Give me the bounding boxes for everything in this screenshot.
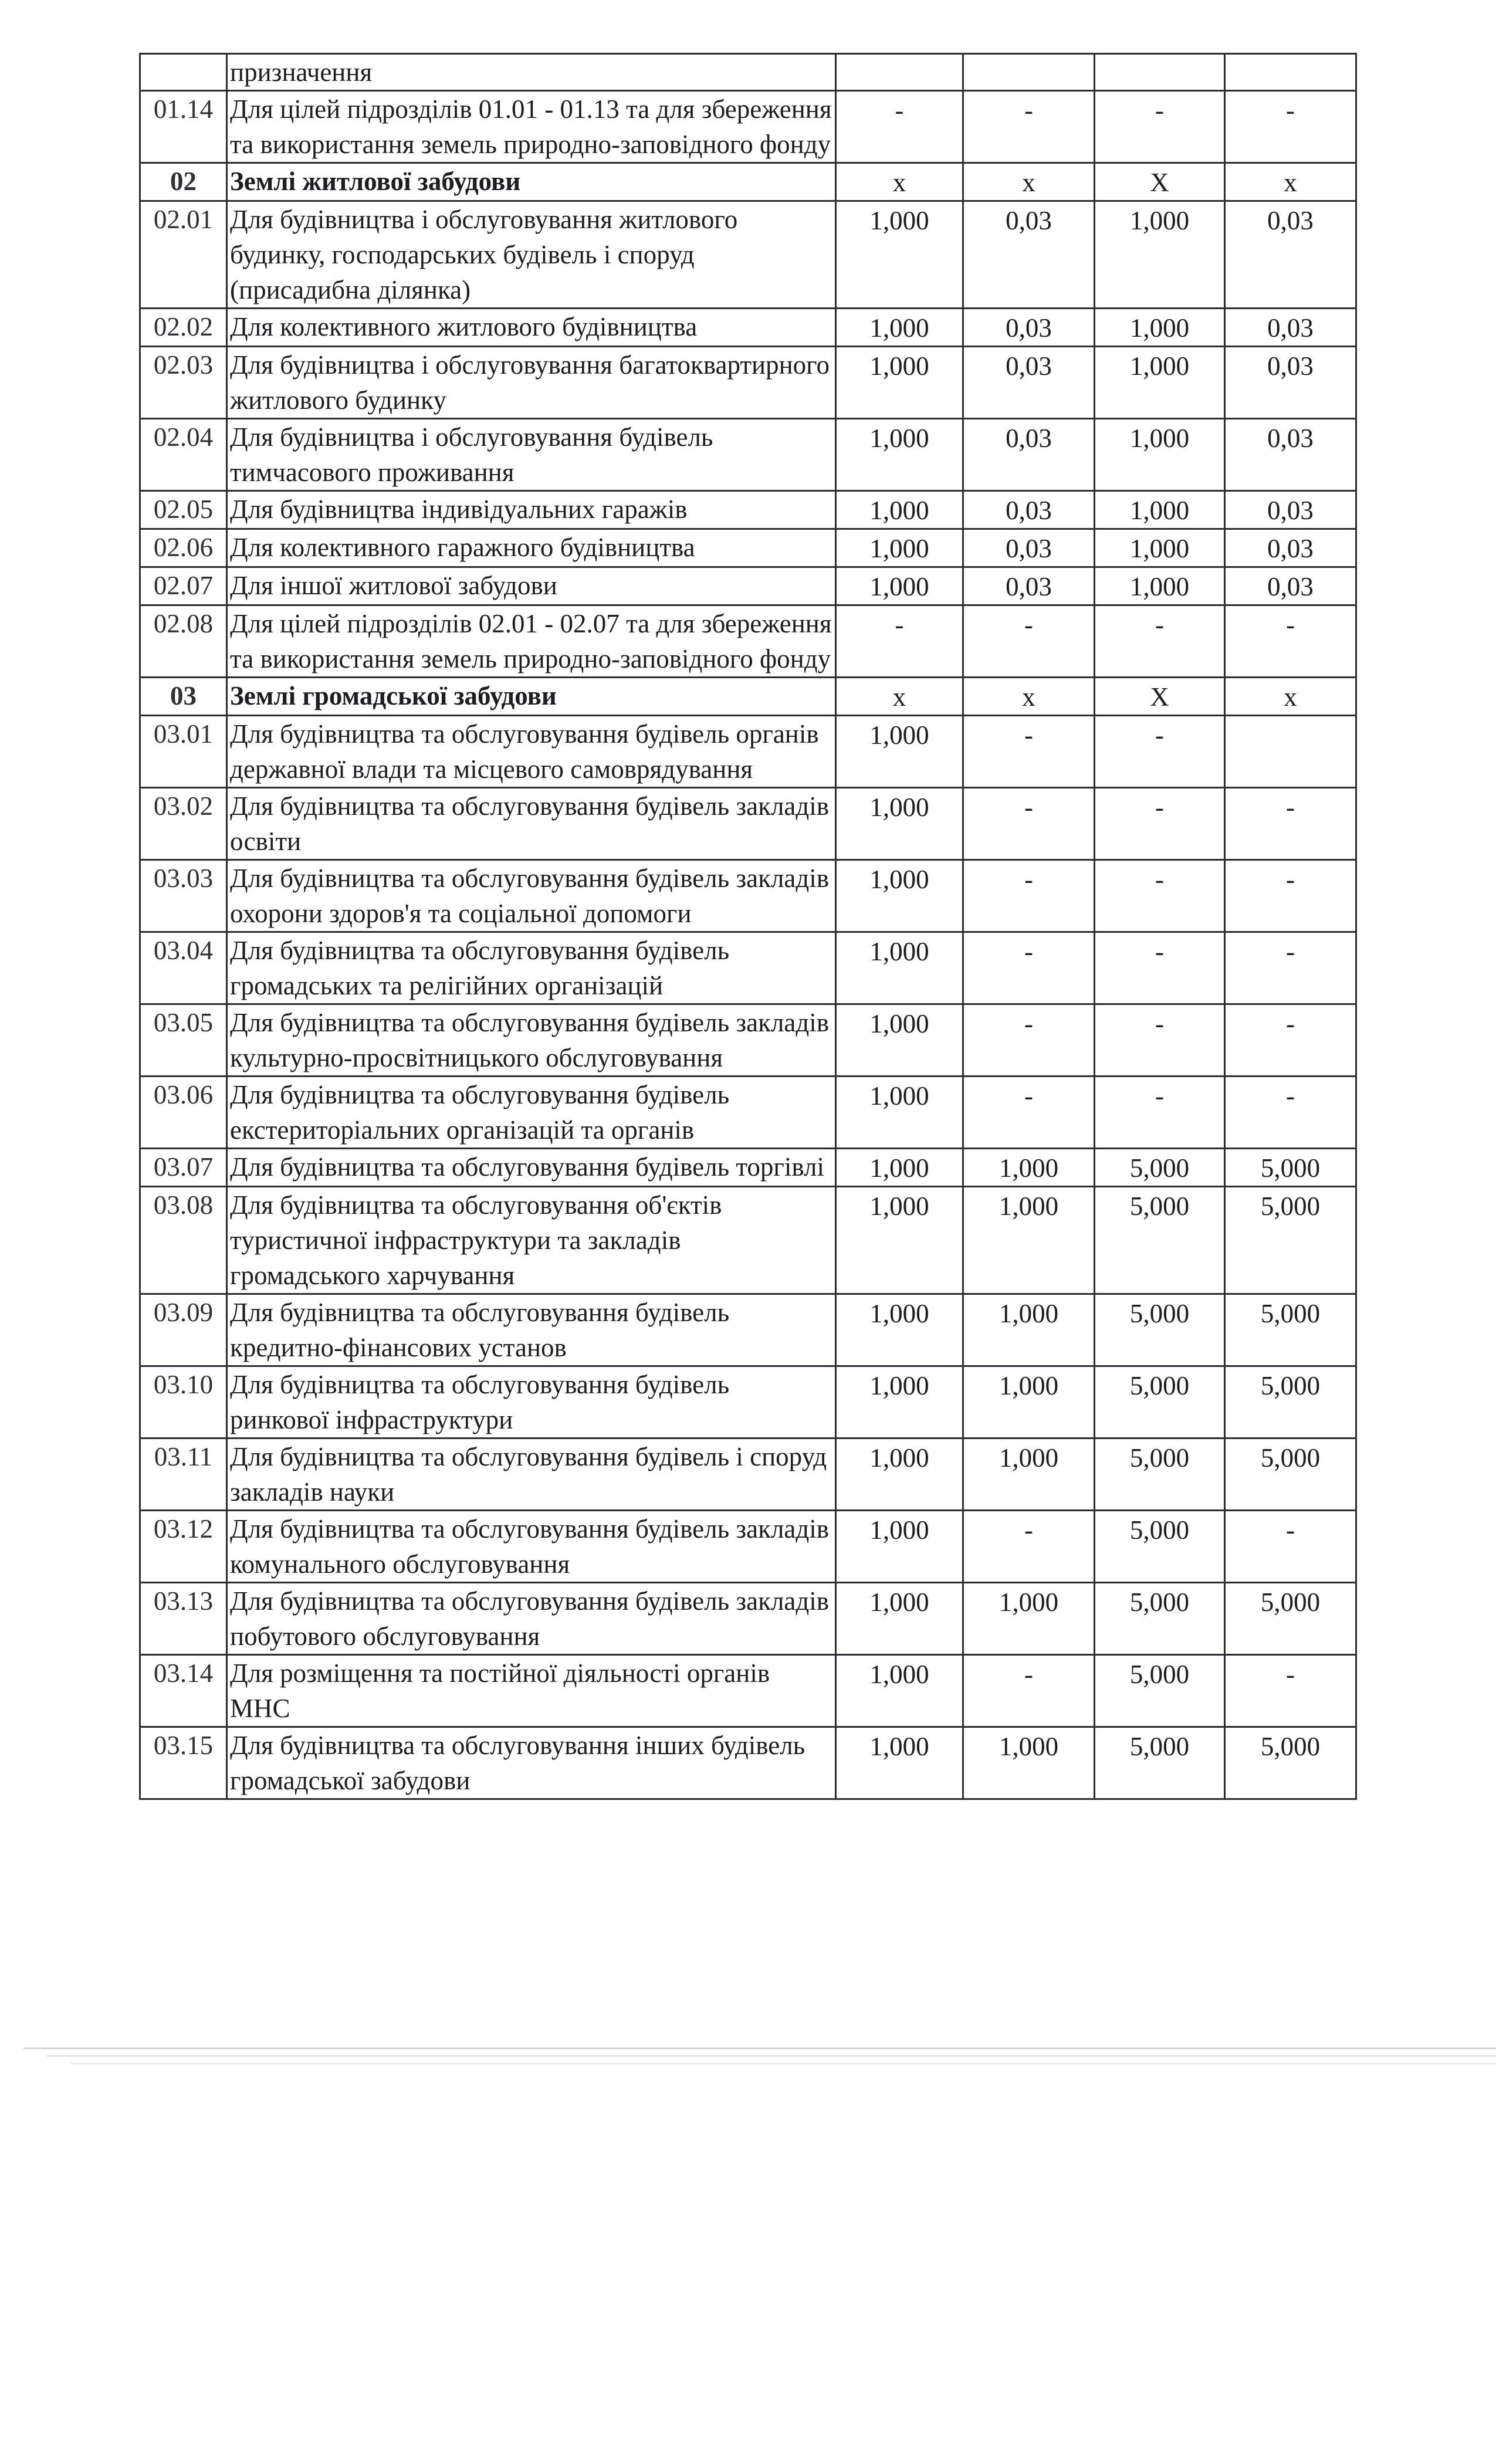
row-purpose: Для колективного гаражного будівництва: [227, 529, 836, 567]
table-row: [140, 788, 1356, 860]
value-col-2: 1,000: [963, 1583, 1095, 1655]
value-col-3: -: [1095, 91, 1225, 163]
value-col-1: 1,000: [836, 309, 963, 347]
row-code: 03.07: [140, 1149, 227, 1187]
row-code: 03.14: [140, 1655, 227, 1727]
row-purpose: Для іншої житлової забудови: [227, 567, 836, 605]
value-col-3: 1,000: [1095, 567, 1225, 605]
table-row: [140, 567, 1356, 605]
value-col-1: 1,000: [836, 1655, 963, 1727]
paper-edge: [47, 2055, 1496, 2057]
value-col-1: 1,000: [836, 1187, 963, 1294]
table-row: [140, 1366, 1356, 1439]
value-col-4: 5,000: [1225, 1294, 1356, 1366]
row-purpose: Для цілей підрозділів 01.01 - 01.13 та для збереження та використання земель природно-заповідного фонду: [227, 91, 836, 163]
value-col-4: 0,03: [1225, 529, 1356, 567]
row-purpose: Для будівництва та обслуговування будівель екстериторіальних організацій та органів: [227, 1077, 836, 1149]
value-col-3: 5,000: [1095, 1583, 1225, 1655]
value-col-3: -: [1095, 1004, 1225, 1077]
value-col-1: 1,000: [836, 491, 963, 529]
row-code: 03: [140, 678, 227, 716]
value-col-4: 0,03: [1225, 567, 1356, 605]
value-col-3: -: [1095, 1077, 1225, 1149]
value-col-1: 1,000: [836, 1366, 963, 1439]
value-col-4: 0,03: [1225, 491, 1356, 529]
value-col-3: -: [1095, 788, 1225, 860]
value-col-3: -: [1095, 605, 1225, 678]
value-col-2: 1,000: [963, 1294, 1095, 1366]
value-col-4: -: [1225, 1655, 1356, 1727]
value-col-3: Х: [1095, 678, 1225, 716]
value-col-3: 1,000: [1095, 309, 1225, 347]
row-purpose: Для будівництва і обслуговування будівель тимчасового проживання: [227, 419, 836, 491]
table-row: [140, 716, 1356, 788]
value-col-3: 5,000: [1095, 1187, 1225, 1294]
value-col-1: -: [836, 91, 963, 163]
value-col-1: 1,000: [836, 860, 963, 932]
value-col-1: 1,000: [836, 1727, 963, 1799]
table-row: [140, 491, 1356, 529]
row-purpose: Для будівництва та обслуговування будівель закладів освіти: [227, 788, 836, 860]
value-col-2: х: [963, 163, 1095, 201]
table-body: [140, 54, 1356, 1799]
row-code: 01.14: [140, 91, 227, 163]
value-col-4: -: [1225, 605, 1356, 678]
row-purpose: Для будівництва та обслуговування будівель закладів комунального обслуговування: [227, 1511, 836, 1583]
table-row: [140, 1004, 1356, 1077]
value-col-2: 0,03: [963, 491, 1095, 529]
value-col-2: 0,03: [963, 201, 1095, 309]
value-col-1: х: [836, 163, 963, 201]
row-purpose: Для будівництва та обслуговування будівель ринкової інфраструктури: [227, 1366, 836, 1439]
row-code: 02.07: [140, 567, 227, 605]
value-col-1: 1,000: [836, 1439, 963, 1511]
value-col-3: 1,000: [1095, 347, 1225, 419]
table-row: [140, 1583, 1356, 1655]
row-code: 03.13: [140, 1583, 227, 1655]
value-col-2: -: [963, 1511, 1095, 1583]
table-row: [140, 1187, 1356, 1294]
value-col-3: 1,000: [1095, 491, 1225, 529]
row-code: 03.02: [140, 788, 227, 860]
value-col-3: -: [1095, 860, 1225, 932]
value-col-1: -: [836, 605, 963, 678]
row-code: 02.08: [140, 605, 227, 678]
value-col-4: 0,03: [1225, 201, 1356, 309]
value-col-1: 1,000: [836, 1511, 963, 1583]
row-code: 02.02: [140, 309, 227, 347]
value-col-3: [1095, 54, 1225, 91]
value-col-2: 1,000: [963, 1727, 1095, 1799]
row-purpose: Землі житлової забудови: [227, 163, 836, 201]
value-col-1: 1,000: [836, 529, 963, 567]
value-col-1: 1,000: [836, 716, 963, 788]
value-col-1: 1,000: [836, 788, 963, 860]
table-row: [140, 860, 1356, 932]
value-col-2: 0,03: [963, 309, 1095, 347]
table-row: [140, 419, 1356, 491]
row-code: 03.09: [140, 1294, 227, 1366]
value-col-2: -: [963, 1004, 1095, 1077]
row-purpose: Для будівництва та обслуговування будівель кредитно-фінансових установ: [227, 1294, 836, 1366]
value-col-2: -: [963, 932, 1095, 1004]
row-code: 03.12: [140, 1511, 227, 1583]
value-col-3: 1,000: [1095, 201, 1225, 309]
row-code: 02.06: [140, 529, 227, 567]
table-row: [140, 1511, 1356, 1583]
value-col-3: 5,000: [1095, 1727, 1225, 1799]
row-code: [140, 54, 227, 91]
table-row: [140, 347, 1356, 419]
section-header-row: [140, 163, 1356, 201]
row-code: 02: [140, 163, 227, 201]
value-col-4: 0,03: [1225, 347, 1356, 419]
row-code: 02.01: [140, 201, 227, 309]
value-col-4: [1225, 716, 1356, 788]
value-col-4: 5,000: [1225, 1187, 1356, 1294]
row-purpose: Землі громадської забудови: [227, 678, 836, 716]
row-purpose: Для будівництва та обслуговування будівель закладів побутового обслуговування: [227, 1583, 836, 1655]
value-col-4: 5,000: [1225, 1583, 1356, 1655]
table-row: [140, 91, 1356, 163]
row-code: 03.10: [140, 1366, 227, 1439]
value-col-2: 1,000: [963, 1439, 1095, 1511]
value-col-1: 1,000: [836, 932, 963, 1004]
table-row: [140, 201, 1356, 309]
value-col-4: -: [1225, 1077, 1356, 1149]
value-col-4: х: [1225, 678, 1356, 716]
table-row: [140, 932, 1356, 1004]
value-col-3: 5,000: [1095, 1655, 1225, 1727]
row-code: 03.06: [140, 1077, 227, 1149]
value-col-1: 1,000: [836, 419, 963, 491]
row-code: 02.03: [140, 347, 227, 419]
value-col-2: 1,000: [963, 1187, 1095, 1294]
value-col-3: Х: [1095, 163, 1225, 201]
value-col-1: х: [836, 678, 963, 716]
table-row: [140, 1655, 1356, 1727]
value-col-4: -: [1225, 932, 1356, 1004]
value-col-3: 1,000: [1095, 419, 1225, 491]
value-col-2: 0,03: [963, 419, 1095, 491]
row-purpose: Для будівництва індивідуальних гаражів: [227, 491, 836, 529]
paper-edge: [70, 2063, 1496, 2064]
value-col-3: 5,000: [1095, 1439, 1225, 1511]
value-col-1: 1,000: [836, 567, 963, 605]
row-code: 03.15: [140, 1727, 227, 1799]
value-col-4: 5,000: [1225, 1439, 1356, 1511]
row-purpose: Для цілей підрозділів 02.01 - 02.07 та для збереження та використання земель природно-заповідного фонду: [227, 605, 836, 678]
value-col-4: [1225, 54, 1356, 91]
value-col-1: 1,000: [836, 347, 963, 419]
row-code: 03.08: [140, 1187, 227, 1294]
paper-edge: [23, 2047, 1496, 2049]
row-code: 03.05: [140, 1004, 227, 1077]
value-col-2: -: [963, 1655, 1095, 1727]
row-code: 02.04: [140, 419, 227, 491]
table-row: [140, 309, 1356, 347]
value-col-3: -: [1095, 716, 1225, 788]
value-col-2: 0,03: [963, 529, 1095, 567]
value-col-3: 5,000: [1095, 1149, 1225, 1187]
value-col-2: 1,000: [963, 1149, 1095, 1187]
value-col-4: 0,03: [1225, 419, 1356, 491]
value-col-3: -: [1095, 932, 1225, 1004]
value-col-4: 5,000: [1225, 1727, 1356, 1799]
row-purpose: Для будівництва та обслуговування будівель закладів охорони здоров'я та соціальної допомоги: [227, 860, 836, 932]
row-code: 03.01: [140, 716, 227, 788]
row-purpose: Для будівництва та обслуговування будівель закладів культурно-просвітницького обслуговування: [227, 1004, 836, 1077]
value-col-2: -: [963, 605, 1095, 678]
row-purpose: Для будівництва та обслуговування будівель торгівлі: [227, 1149, 836, 1187]
value-col-1: 1,000: [836, 201, 963, 309]
row-code: 03.11: [140, 1439, 227, 1511]
value-col-4: х: [1225, 163, 1356, 201]
table-row: [140, 1149, 1356, 1187]
row-purpose: Для будівництва та обслуговування будівель органів державної влади та місцевого самоврядування: [227, 716, 836, 788]
table-row: [140, 529, 1356, 567]
value-col-2: х: [963, 678, 1095, 716]
value-col-4: -: [1225, 788, 1356, 860]
value-col-1: 1,000: [836, 1294, 963, 1366]
value-col-2: 1,000: [963, 1366, 1095, 1439]
row-purpose: Для будівництва та обслуговування будівель і споруд закладів науки: [227, 1439, 836, 1511]
value-col-3: 5,000: [1095, 1366, 1225, 1439]
value-col-1: [836, 54, 963, 91]
row-code: 03.04: [140, 932, 227, 1004]
value-col-2: -: [963, 716, 1095, 788]
value-col-4: -: [1225, 91, 1356, 163]
row-purpose: Для будівництва і обслуговування багатоквартирного житлового будинку: [227, 347, 836, 419]
value-col-4: 5,000: [1225, 1149, 1356, 1187]
value-col-3: 5,000: [1095, 1294, 1225, 1366]
section-header-row: [140, 678, 1356, 716]
table-row: [140, 1439, 1356, 1511]
value-col-3: 5,000: [1095, 1511, 1225, 1583]
row-purpose: Для розміщення та постійної діяльності органів МНС: [227, 1655, 836, 1727]
value-col-4: -: [1225, 1004, 1356, 1077]
value-col-2: [963, 54, 1095, 91]
value-col-4: -: [1225, 1511, 1356, 1583]
table-row: [140, 605, 1356, 678]
value-col-2: 0,03: [963, 347, 1095, 419]
land-rate-table: [139, 53, 1357, 1800]
row-code: 02.05: [140, 491, 227, 529]
table-row: [140, 1294, 1356, 1366]
table-row: [140, 1077, 1356, 1149]
row-purpose: Для будівництва і обслуговування житлового будинку, господарських будівель і споруд (присадибна ділянка): [227, 201, 836, 309]
table-row: [140, 54, 1356, 91]
value-col-4: 0,03: [1225, 309, 1356, 347]
value-col-1: 1,000: [836, 1149, 963, 1187]
value-col-2: -: [963, 788, 1095, 860]
value-col-2: -: [963, 860, 1095, 932]
row-purpose: Для колективного житлового будівництва: [227, 309, 836, 347]
row-purpose: призначення: [227, 54, 836, 91]
row-purpose: Для будівництва та обслуговування інших будівель громадської забудови: [227, 1727, 836, 1799]
value-col-4: -: [1225, 860, 1356, 932]
value-col-4: 5,000: [1225, 1366, 1356, 1439]
value-col-2: 0,03: [963, 567, 1095, 605]
table-row: [140, 1727, 1356, 1799]
value-col-3: 1,000: [1095, 529, 1225, 567]
row-code: 03.03: [140, 860, 227, 932]
value-col-2: -: [963, 1077, 1095, 1149]
value-col-2: -: [963, 91, 1095, 163]
value-col-1: 1,000: [836, 1077, 963, 1149]
value-col-1: 1,000: [836, 1583, 963, 1655]
row-purpose: Для будівництва та обслуговування будівель громадських та релігійних організацій: [227, 932, 836, 1004]
value-col-1: 1,000: [836, 1004, 963, 1077]
row-purpose: Для будівництва та обслуговування об'єктів туристичної інфраструктури та закладів громадського харчування: [227, 1187, 836, 1294]
